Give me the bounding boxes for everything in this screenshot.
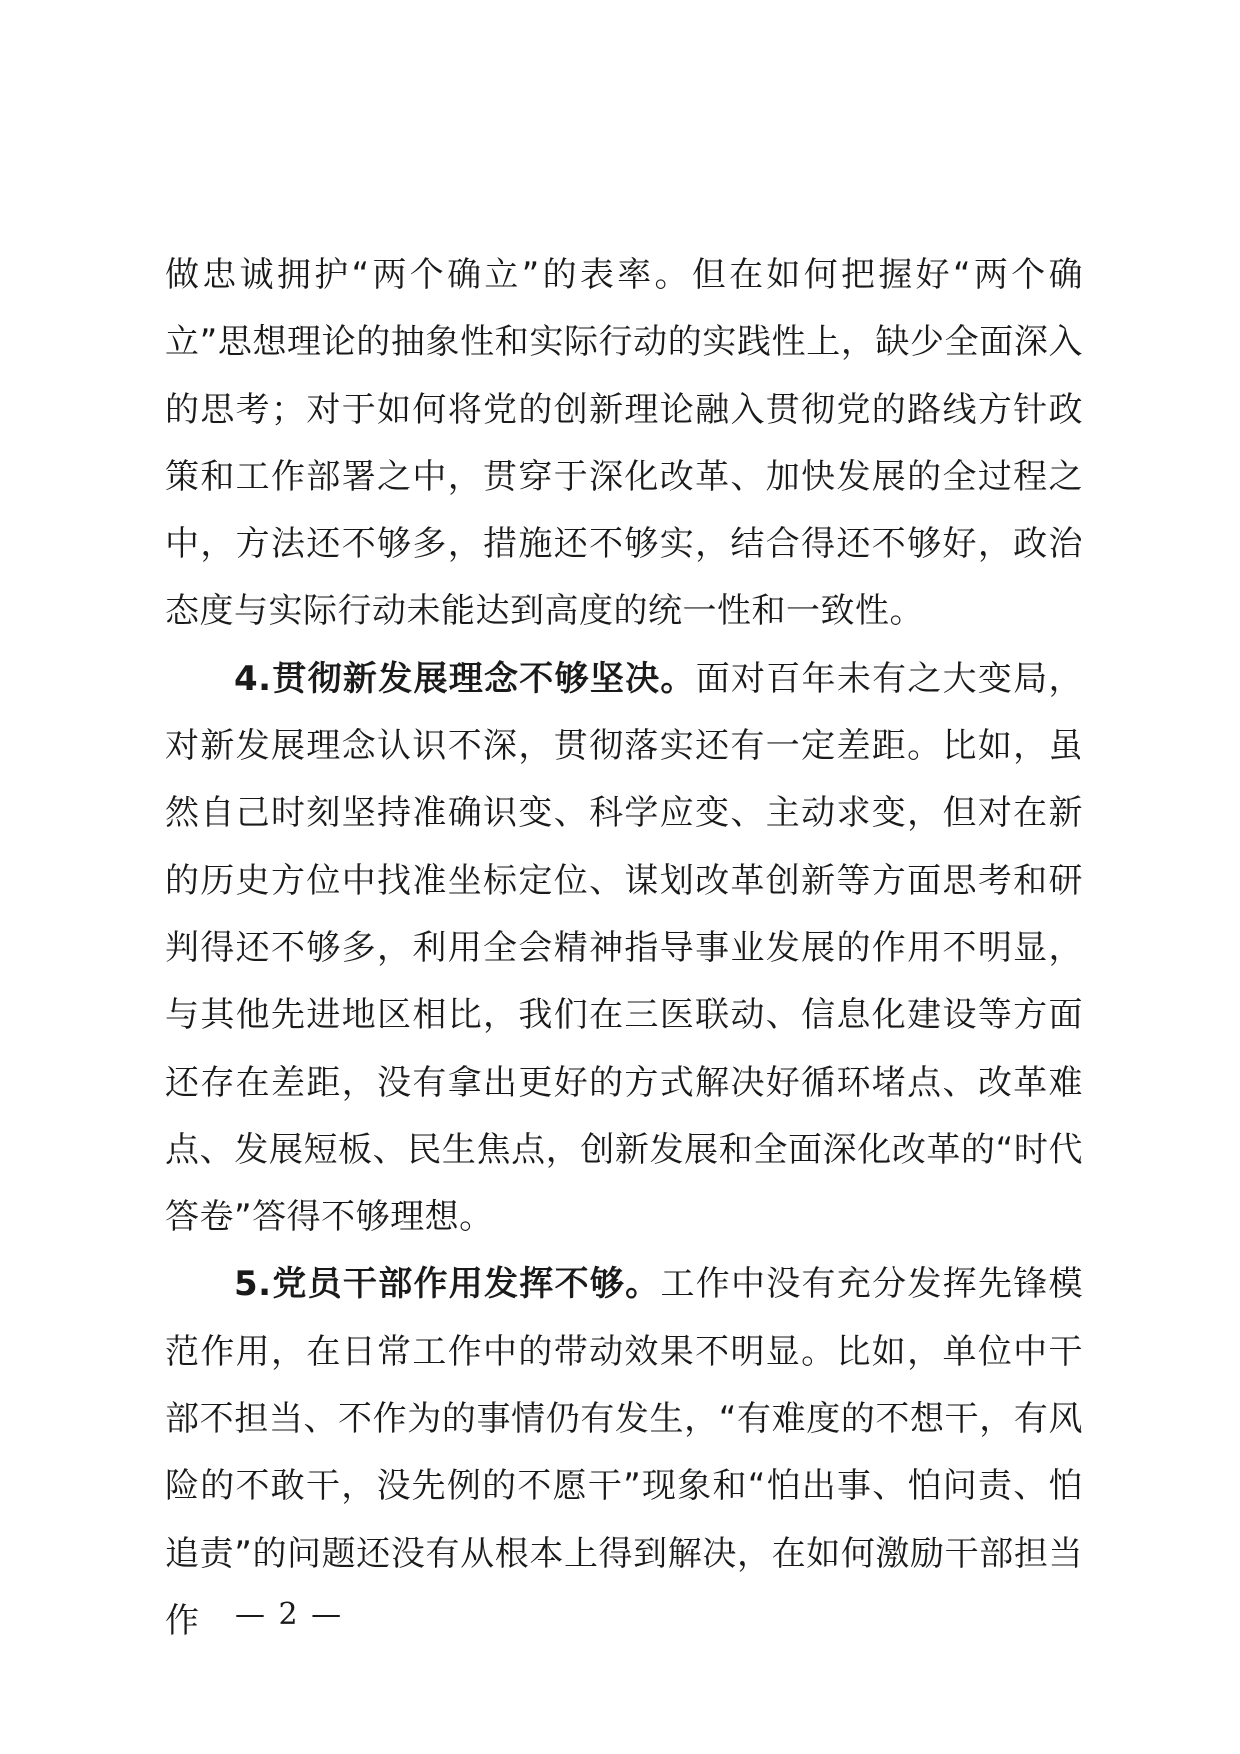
paragraph-heading: 4.贯彻新发展理念不够坚决。: [234, 658, 696, 699]
paragraph-text: 面对百年未有之大变局，对新发展理念认识不深，贯彻落实还有一定差距。比如，虽然自己时刻坚持准确识变、科学应变、主动求变，但对在新的历史方位中找准坐标定位、谋划改革创新等方面思考和研判得还不够多，利用全会精神指导事业发展的作用不明显，与其他先进地区相比，我们在三医联动、信息化建设等方面还存在差距，没有拿出更好的方式解决好循环堵点、改革难点、发展短板、民生焦点，创新发展和全面深化改革的“时代答卷”答得不够理想。: [165, 658, 1083, 1238]
paragraph-text: 工作中没有充分发挥先锋模范作用，在日常工作中的带动效果不明显。比如，单位中干部不担当、不作为的事情仍有发生，“有难度的不想干，有风险的不敢干，没先例的不愿干”现象和“怕出事、怕问责、怕追责”的问题还没有从根本上得到解决，在如何激励干部担当作: [165, 1264, 1084, 1641]
paragraph-text: 做忠诚拥护“两个确立”的表率。但在如何把握好“两个确立”思想理论的抽象性和实际行动的实践性上，缺少全面深入的思考；对于如何将党的创新理论融入贯彻党的路线方针政策和工作部署之中，贯穿于深化改革、加快发展的全过程之中，方法还不够多，措施还不够实，结合得还不够好，政治态度与实际行动未能达到高度的统一性和一致性。: [165, 255, 1083, 632]
paragraph-item-4: [165, 646, 1083, 1252]
paragraph-heading: 5.党员干部作用发挥不够。: [234, 1264, 661, 1305]
page-number: — 2 —: [235, 1597, 344, 1632]
paragraph-item-5: [165, 1251, 1083, 1655]
document-body: [165, 242, 1083, 1655]
paragraph-continuation: [165, 242, 1083, 646]
